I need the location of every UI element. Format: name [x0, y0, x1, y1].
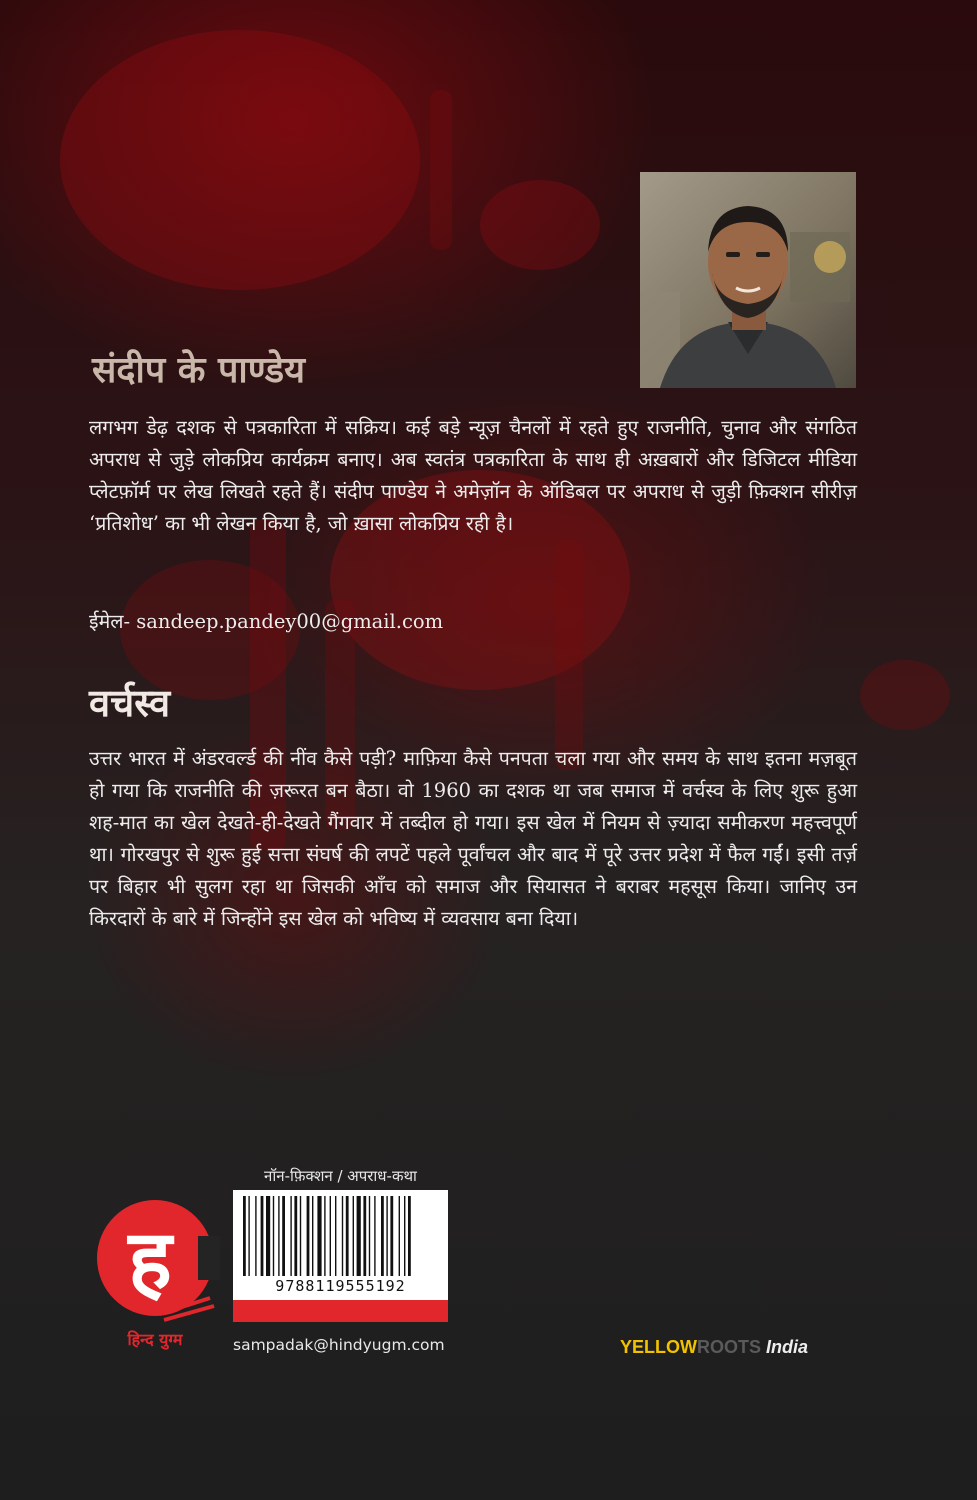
barcode-bar [307, 1196, 310, 1276]
barcode-bar [404, 1196, 405, 1276]
barcode-bar [374, 1196, 375, 1276]
author-email-line [89, 607, 443, 634]
barcode-bar [386, 1196, 387, 1276]
barcode-bar [266, 1196, 270, 1276]
barcode-bar [300, 1196, 301, 1276]
barcode-bar [381, 1196, 384, 1276]
barcode-bar [248, 1196, 249, 1276]
imprint-logo [620, 1337, 808, 1358]
author-photo [640, 172, 856, 388]
imprint-part-india: India [766, 1337, 809, 1357]
barcode-bar [353, 1196, 354, 1276]
barcode-bar [330, 1196, 331, 1276]
barcode-bar [335, 1196, 336, 1276]
barcode-bar [357, 1196, 361, 1276]
barcode-bar [312, 1196, 313, 1276]
genre-label: नॉन-फ़िक्शन / अपराध-कथा [264, 1167, 417, 1185]
barcode-bar [399, 1196, 400, 1276]
logo-glyph: ह [128, 1213, 172, 1308]
isbn-number: 9788119555192 [275, 1277, 406, 1295]
barcode-bar [342, 1196, 343, 1276]
barcode-bar [324, 1196, 325, 1276]
barcode-red-band [233, 1300, 448, 1322]
publisher-name: हिन्द युग्म [127, 1330, 183, 1349]
barcode-bar [369, 1196, 370, 1276]
barcode-bar [317, 1196, 321, 1276]
barcode-bar [255, 1196, 256, 1276]
hind-yugm-logo [90, 1196, 220, 1326]
blood-splatter [860, 660, 950, 730]
barcode-bar [294, 1196, 297, 1276]
barcode-bar [273, 1196, 274, 1276]
imprint-part-yellow: YELLOW [620, 1337, 697, 1357]
email-label: ईमेल- [89, 610, 131, 633]
publisher-email: sampadak@hindyugm.com [233, 1336, 445, 1354]
barcode-bar [290, 1196, 291, 1276]
imprint-part-roots: ROOTS [697, 1337, 762, 1357]
barcode-bar [278, 1196, 279, 1276]
blood-splatter [480, 180, 600, 270]
barcode-bar [261, 1196, 264, 1276]
author-name: संदीप के पाण्डेय [92, 350, 305, 391]
barcode-bar [282, 1196, 285, 1276]
book-title: वर्चस्व [89, 681, 171, 725]
blood-drip [430, 90, 452, 250]
author-bio: लगभग डेढ़ दशक से पत्रकारिता में सक्रिय। कई बड़े न्यूज़ चैनलों में रहते हुए राजनीति, चुनाव और संगठित अपराध से जुड़े लोकप्रिय कार्यक्रम बनाए। अब स्वतंत्र पत्रकारिता के साथ ही अख़बारों और डिजिटल मीडिया प्लेटफ़ॉर्म पर लेख लिखते रहते हैं। संदीप पाण्डेय ने अमेज़ॉन के ऑडिबल पर अपराध से जुड़ी फ़िक्शन सीरीज़ ‘प्रतिशोध’ का भी लेखन किया है, जो ख़ासा लोकप्रिय रही है। [89, 416, 857, 535]
blood-splatter [60, 30, 420, 290]
book-synopsis: उत्तर भारत में अंडरवर्ल्ड की नींव कैसे पड़ी? माफ़िया कैसे पनपता चला गया और समय के साथ इतना मज़बूत हो गया कि राजनीति की ज़रूरत बन बैठा। वो 1960 का दशक था जब समाज में वर्चस्व के लिए शुरू हुआ शह-मात का खेल देखते-ही-देखते गैंगवार में तब्दील हो गया। इस खेल में नियम से ज़्यादा समीकरण महत्त्वपूर्ण था। गोरखपुर से शुरू हुई सत्ता संघर्ष की लपटें पहले पूर्वांचल और बाद में पूरे उत्तर प्रदेश में फैल गईं। इसी तर्ज़ पर बिहार भी सुलग रहा था जिसकी आँच को समाज और सियासत ने बराबर महसूस किया। जानिए उन किरदारों के बारे में जिन्होंने इस खेल को भविष्य में व्यवसाय बना दिया। [89, 747, 857, 930]
barcode-bar [363, 1196, 366, 1276]
barcode-bar [243, 1196, 246, 1276]
blood-drip [555, 540, 583, 770]
barcode-bar [408, 1196, 411, 1276]
author-email: sandeep.pandey00@gmail.com [136, 610, 444, 633]
barcode-bar [390, 1196, 393, 1276]
barcode-bar [346, 1196, 349, 1276]
